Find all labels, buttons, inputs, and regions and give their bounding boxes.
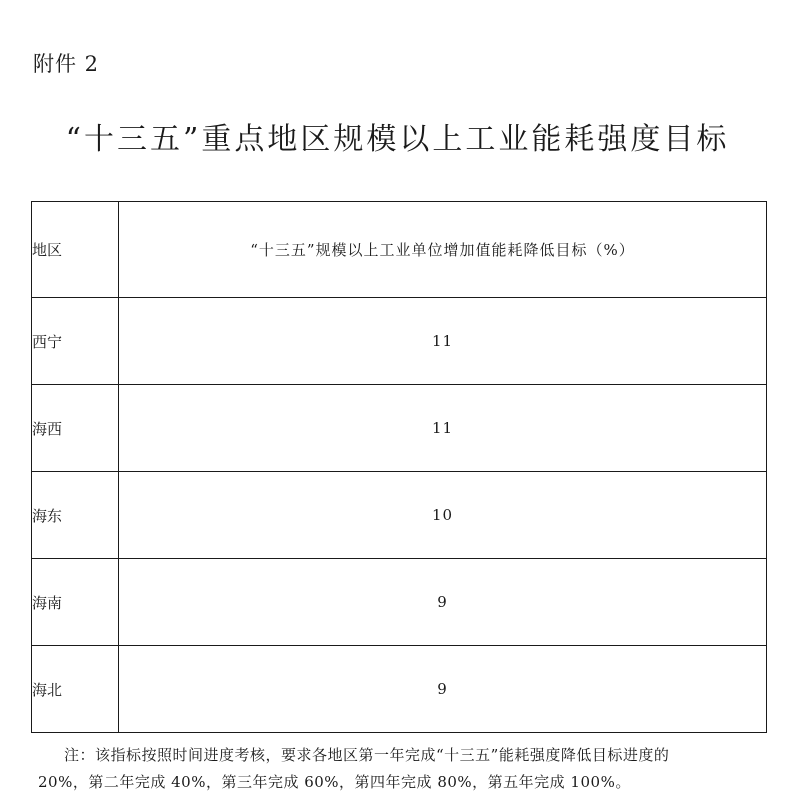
row-region: 西宁	[32, 298, 119, 385]
row-region: 海东	[32, 472, 119, 559]
row-value: 10	[119, 472, 767, 559]
table-row	[32, 472, 767, 559]
header-region: 地区	[32, 202, 119, 298]
row-region: 海南	[32, 559, 119, 646]
targets-table	[31, 201, 767, 733]
table-row	[32, 559, 767, 646]
header-target: “十三五”规模以上工业单位增加值能耗降低目标（%）	[119, 202, 767, 298]
table-row	[32, 298, 767, 385]
table-row	[32, 646, 767, 733]
footnote	[40, 742, 765, 796]
footnote-line-1: 注：该指标按照时间进度考核，要求各地区第一年完成“十三五”能耗强度降低目标进度的	[64, 746, 670, 764]
row-value: 9	[119, 559, 767, 646]
attachment-label: 附件 2	[33, 52, 100, 76]
row-value: 11	[119, 385, 767, 472]
row-region: 海西	[32, 385, 119, 472]
table-header-row	[32, 202, 767, 298]
row-value: 9	[119, 646, 767, 733]
page-title: “十三五”重点地区规模以上工业能耗强度目标	[65, 122, 730, 157]
table-row	[32, 385, 767, 472]
footnote-line-2: 20%，第二年完成 40%，第三年完成 60%，第四年完成 80%，第五年完成 100%。	[38, 773, 631, 791]
row-region: 海北	[32, 646, 119, 733]
row-value: 11	[119, 298, 767, 385]
